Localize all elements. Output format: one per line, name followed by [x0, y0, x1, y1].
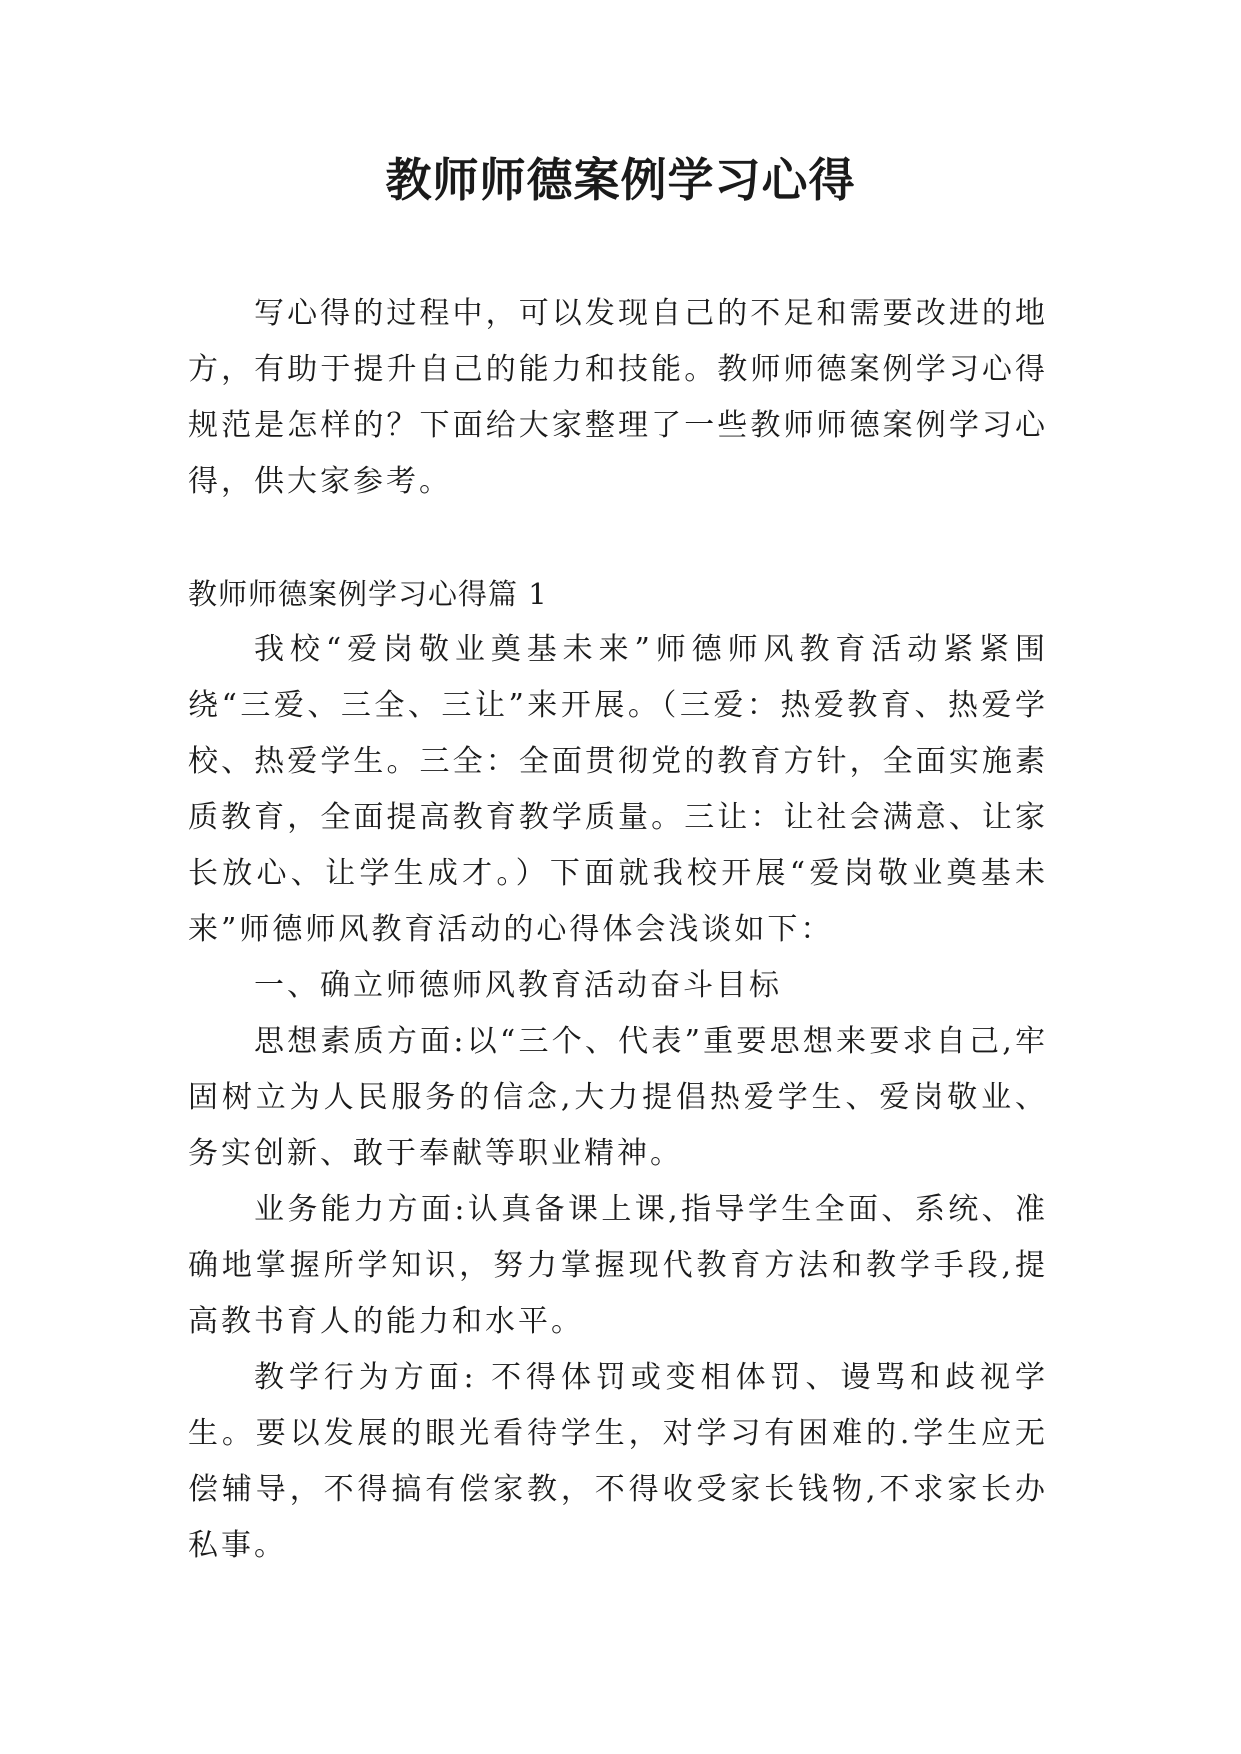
body-paragraph: 业务能力方面:认真备课上课,指导学生全面、系统、准确地掌握所学知识，努力掌握现代教育方法和教学手段,提高教书育人的能力和水平。	[188, 1192, 1048, 1339]
body-paragraph: 思想素质方面:以“三个、代表”重要思想来要求自己,牢固树立为人民服务的信念,大力提倡热爱学生、爱岗敬业、务实创新、敢于奉献等职业精神。	[188, 1024, 1048, 1171]
document-title: 教师师德案例学习心得	[385, 153, 856, 207]
section-heading: 教师师德案例学习心得篇 1	[188, 577, 548, 611]
subheading-paragraph: 一、确立师德师风教育活动奋斗目标	[254, 968, 782, 1003]
document-body	[188, 286, 1048, 1574]
intro-paragraph: 写心得的过程中，可以发现自己的不足和需要改进的地方，有助于提升自己的能力和技能。教师师德案例学习心得规范是怎样的？下面给大家整理了一些教师师德案例学习心得，供大家参考。	[188, 296, 1048, 499]
body-paragraph: 我校“爱岗敬业奠基未来”师德师风教育活动紧紧围绕“三爱、三全、三让”来开展。（三爱：热爱教育、热爱学校、热爱学生。三全：全面贯彻党的教育方针，全面实施素质教育，全面提高教育教学质量。三让：让社会满意、让家长放心、让学生成才。）下面就我校开展“爱岗敬业奠基未来”师德师风教育活动的心得体会浅谈如下：	[188, 632, 1048, 947]
body-paragraph: 教学行为方面: 不得体罚或变相体罚、谩骂和歧视学生。要以发展的眼光看待学生，对学习有困难的.学生应无偿辅导，不得搞有偿家教，不得收受家长钱物,不求家长办私事。	[188, 1360, 1048, 1563]
